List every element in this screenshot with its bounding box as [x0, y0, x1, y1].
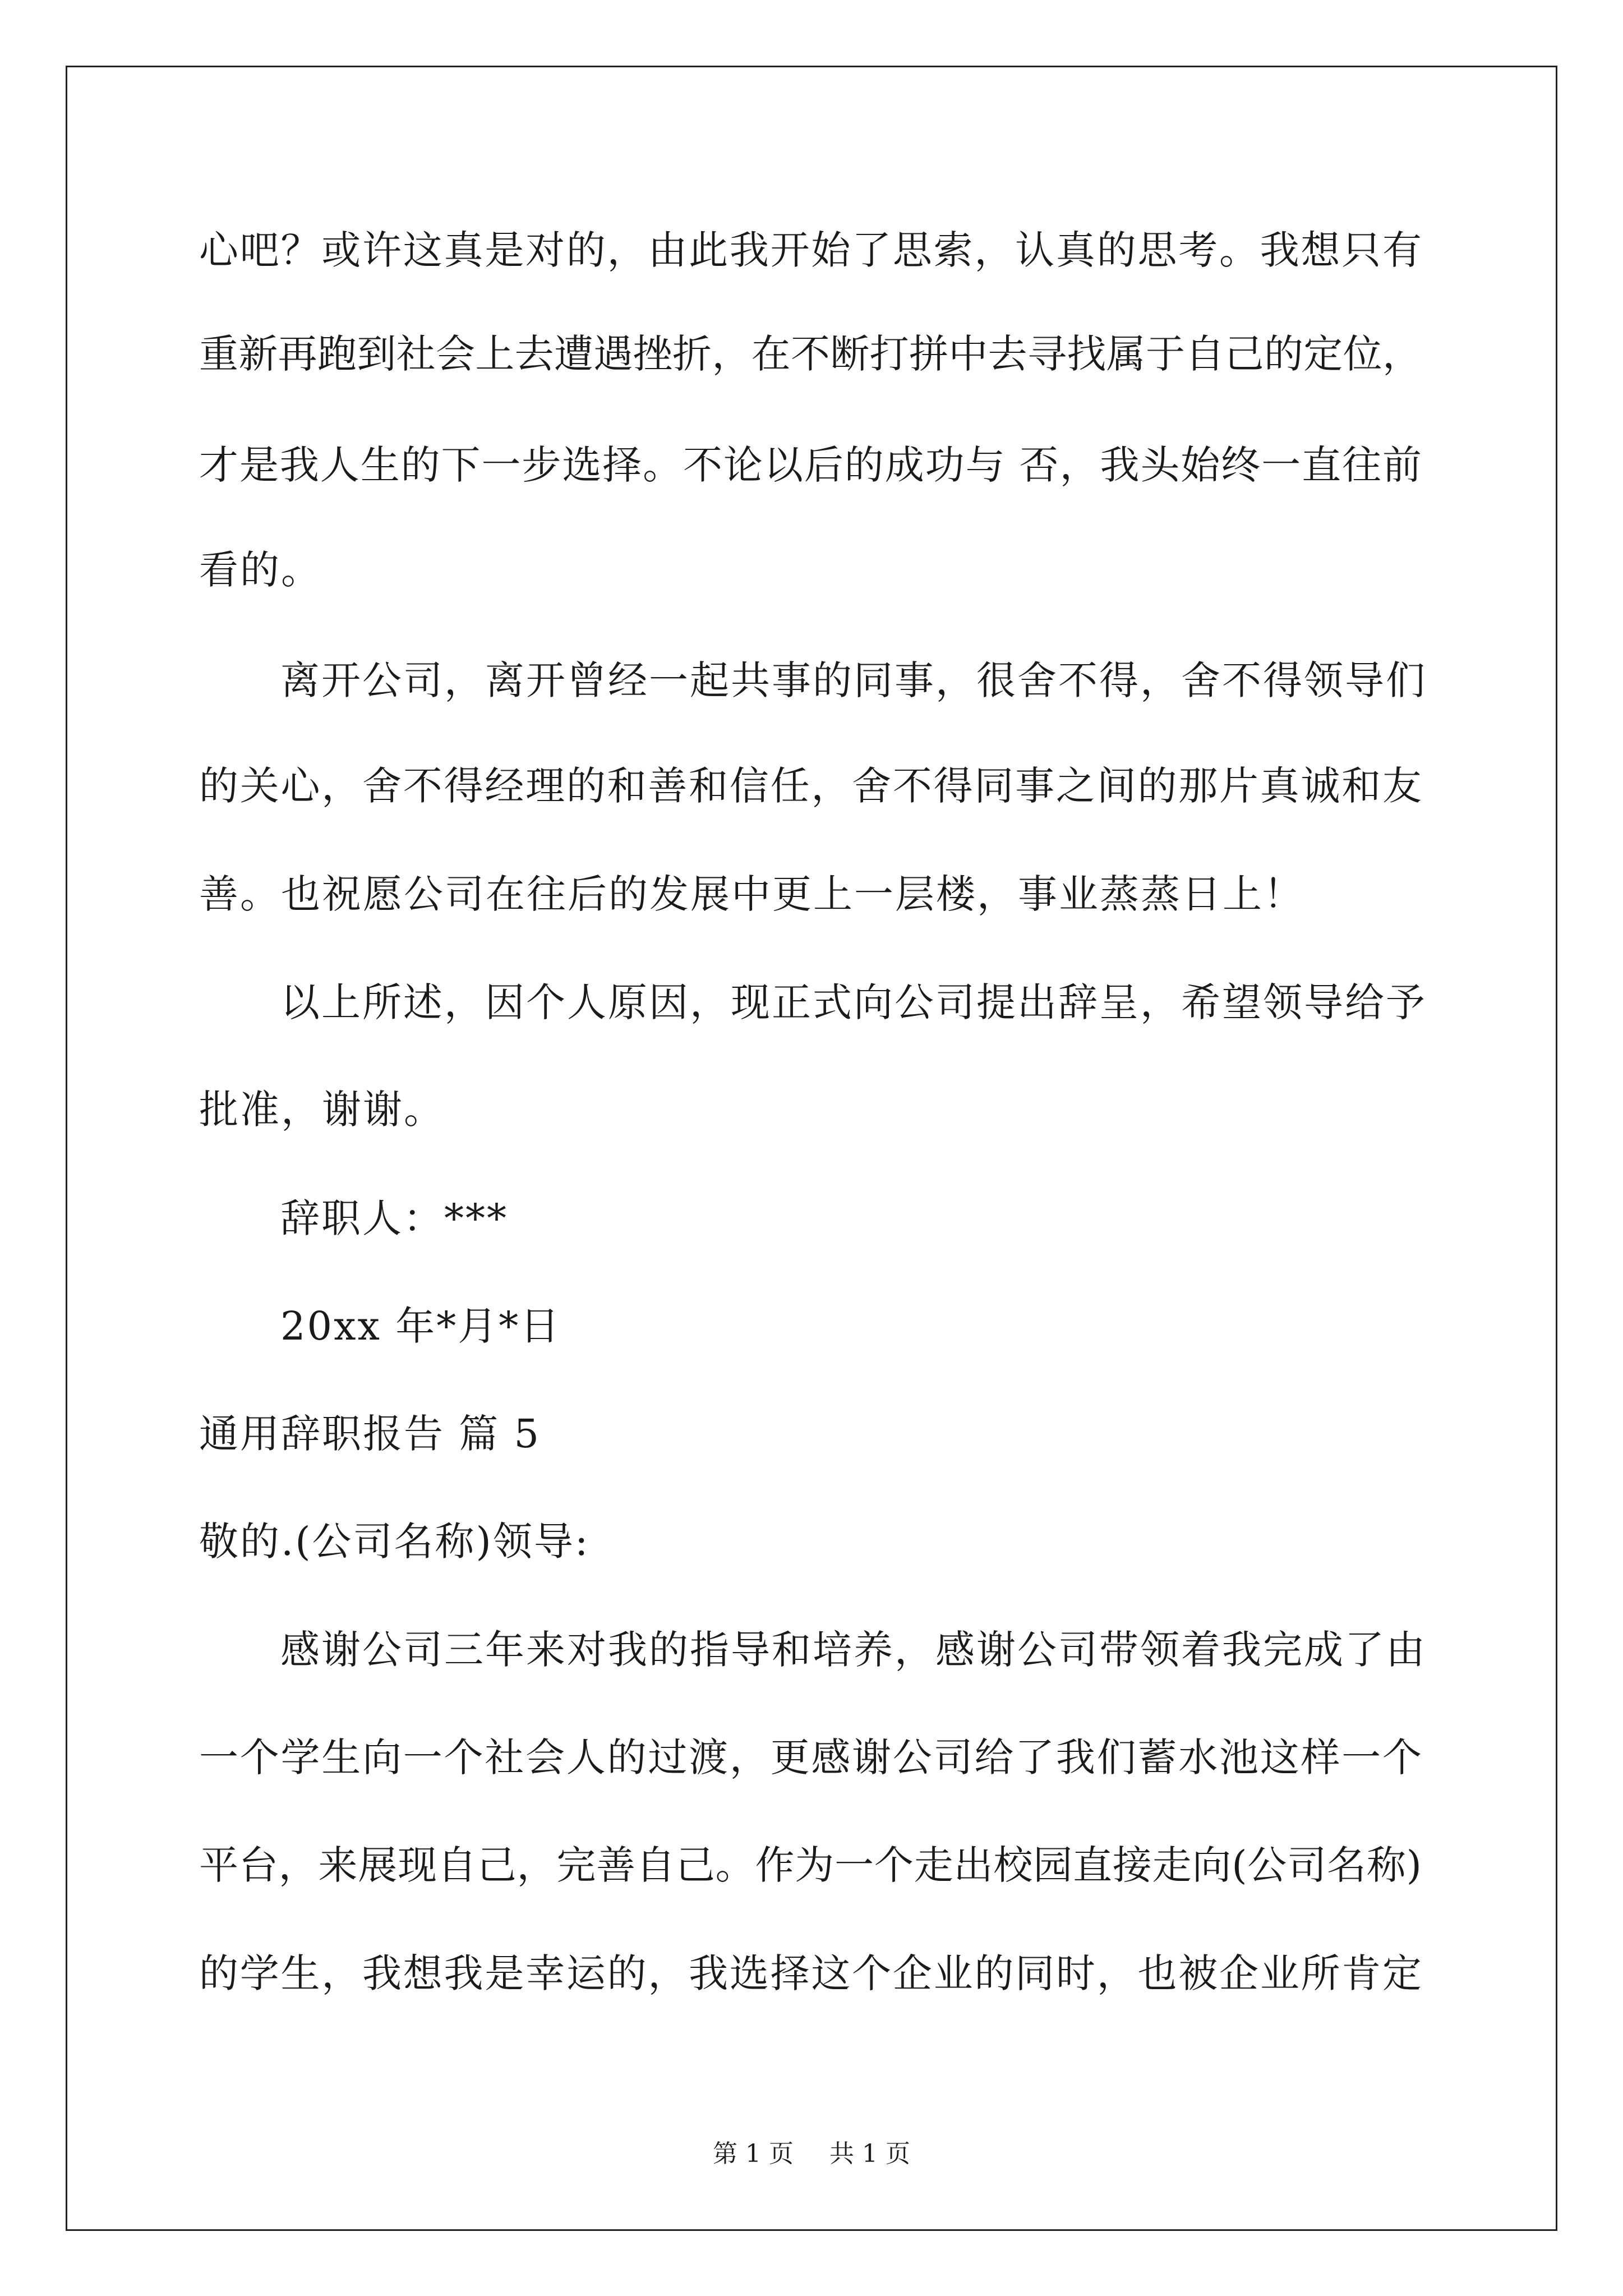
page-border [66, 66, 1557, 2231]
body-line: 看的。 [199, 547, 322, 593]
section-heading: 通用辞职报告 篇 5 [199, 1411, 541, 1457]
body-line: 平台，来展现自己，完善自己。作为一个走出校园直接走向(公司名称) [199, 1842, 1422, 1888]
body-line: 心吧？或许这真是对的，由此我开始了思索，认真的思考。我想只有 [199, 227, 1422, 273]
body-line: 一个学生向一个社会人的过渡，更感谢公司给了我们蓄水池这样一个 [199, 1734, 1422, 1780]
signature-line: 辞职人：*** [280, 1195, 508, 1241]
body-line: 批准，谢谢。 [199, 1087, 445, 1133]
paragraph-first-line: 离开公司，离开曾经一起共事的同事，很舍不得，舍不得领导们 [280, 657, 1427, 703]
paragraph-first-line: 以上所述，因个人原因，现正式向公司提出辞呈，希望领导给予 [280, 979, 1427, 1025]
salutation: 敬的.(公司名称)领导: [199, 1519, 590, 1565]
body-line: 重新再跑到社会上去遭遇挫折，在不断打拼中去寻找属于自己的定位， [199, 331, 1422, 377]
page-number-total: 共 1 页 [829, 2139, 910, 2168]
page-footer [0, 2137, 1623, 2171]
page-number-current: 第 1 页 [713, 2139, 794, 2168]
body-line: 的关心，舍不得经理的和善和信任，舍不得同事之间的那片真诚和友 [199, 763, 1422, 809]
body-line: 善。也祝愿公司在往后的发展中更上一层楼，事业蒸蒸日上！ [199, 871, 1304, 917]
date-line: 20xx 年*月*日 [280, 1303, 561, 1349]
paragraph-first-line: 感谢公司三年来对我的指导和培养，感谢公司带领着我完成了由 [280, 1627, 1427, 1673]
body-line: 才是我人生的下一步选择。不论以后的成功与 否，我头始终一直往前 [199, 442, 1422, 488]
body-line: 的学生，我想我是幸运的，我选择这个企业的同时，也被企业所肯定 [199, 1950, 1422, 1996]
